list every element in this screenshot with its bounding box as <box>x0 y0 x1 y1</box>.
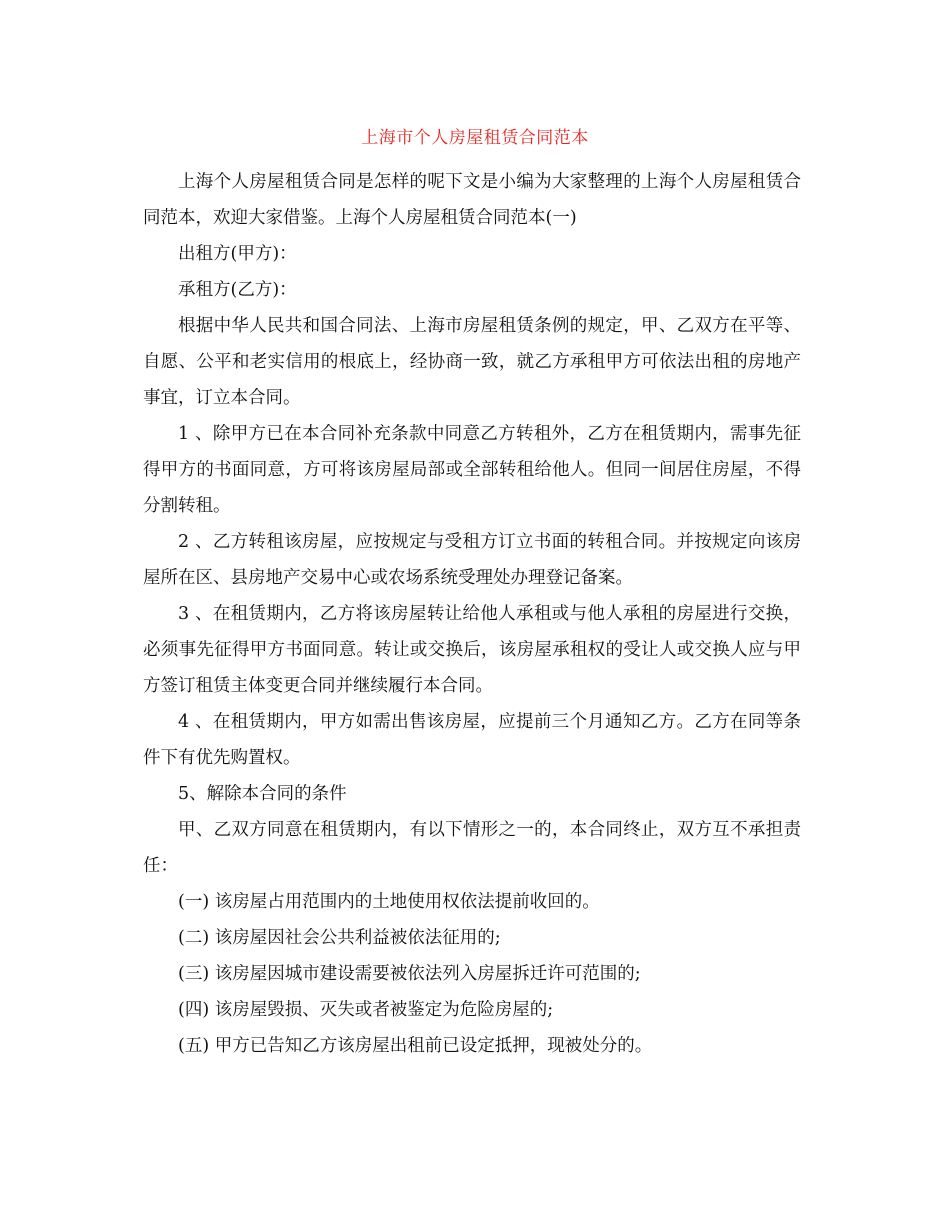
paragraph-lessee: 承租方(乙方)： <box>178 280 297 300</box>
paragraph-termination-intro: 甲、乙双方同意在租赁期内，有以下情形之一的，本合同终止，双方互不承担责任： <box>143 820 801 876</box>
paragraph-intro: 上海个人房屋租赁合同是怎样的呢下文是小编为大家整理的上海个人房屋租赁合同范本，欢迎大家借鉴。上海个人房屋租赁合同范本(一) <box>143 172 801 228</box>
list-item-termination-2: (二) 该房屋因社会公共利益被依法征用的; <box>178 928 501 948</box>
document-body <box>143 164 801 1064</box>
list-item-termination-3: (三) 该房屋因城市建设需要被依法列入房屋拆迁许可范围的; <box>178 964 641 984</box>
paragraph-lessor: 出租方(甲方)： <box>178 244 297 264</box>
list-item-termination-5: (五) 甲方已告知乙方该房屋出租前已设定抵押，现被处分的。 <box>178 1036 653 1056</box>
paragraph-clause-3: 3 、在租赁期内，乙方将该房屋转让给他人承租或与他人承租的房屋进行交换，必须事先征得甲方书面同意。转让或交换后，该房屋承租权的受让人或交换人应与甲方签订租赁主体变更合同并继续履行本合同。 <box>143 604 801 696</box>
list-item-termination-1: (一) 该房屋占用范围内的土地使用权依法提前收回的。 <box>178 892 600 912</box>
list-item-termination-4: (四) 该房屋毁损、灭失或者被鉴定为危险房屋的; <box>178 1000 554 1020</box>
paragraph-basis: 根据中华人民共和国合同法、上海市房屋租赁条例的规定，甲、乙双方在平等、自愿、公平和老实信用的根底上，经协商一致，就乙方承租甲方可依法出租的房地产事宜，订立本合同。 <box>143 316 801 408</box>
document-title: 上海市个人房屋租赁合同范本 <box>361 128 589 148</box>
paragraph-clause-1: 1 、除甲方已在本合同补充条款中同意乙方转租外，乙方在租赁期内，需事先征得甲方的书面同意，方可将该房屋局部或全部转租给他人。但同一间居住房屋，不得分割转租。 <box>143 424 801 516</box>
paragraph-clause-2: 2 、乙方转租该房屋，应按规定与受租方订立书面的转租合同。并按规定向该房屋所在区、县房地产交易中心或农场系统受理处办理登记备案。 <box>143 532 801 588</box>
paragraph-clause-4: 4 、在租赁期内，甲方如需出售该房屋，应提前三个月通知乙方。乙方在同等条件下有优先购置权。 <box>143 712 801 768</box>
paragraph-clause-5-heading: 5、解除本合同的条件 <box>178 784 347 804</box>
